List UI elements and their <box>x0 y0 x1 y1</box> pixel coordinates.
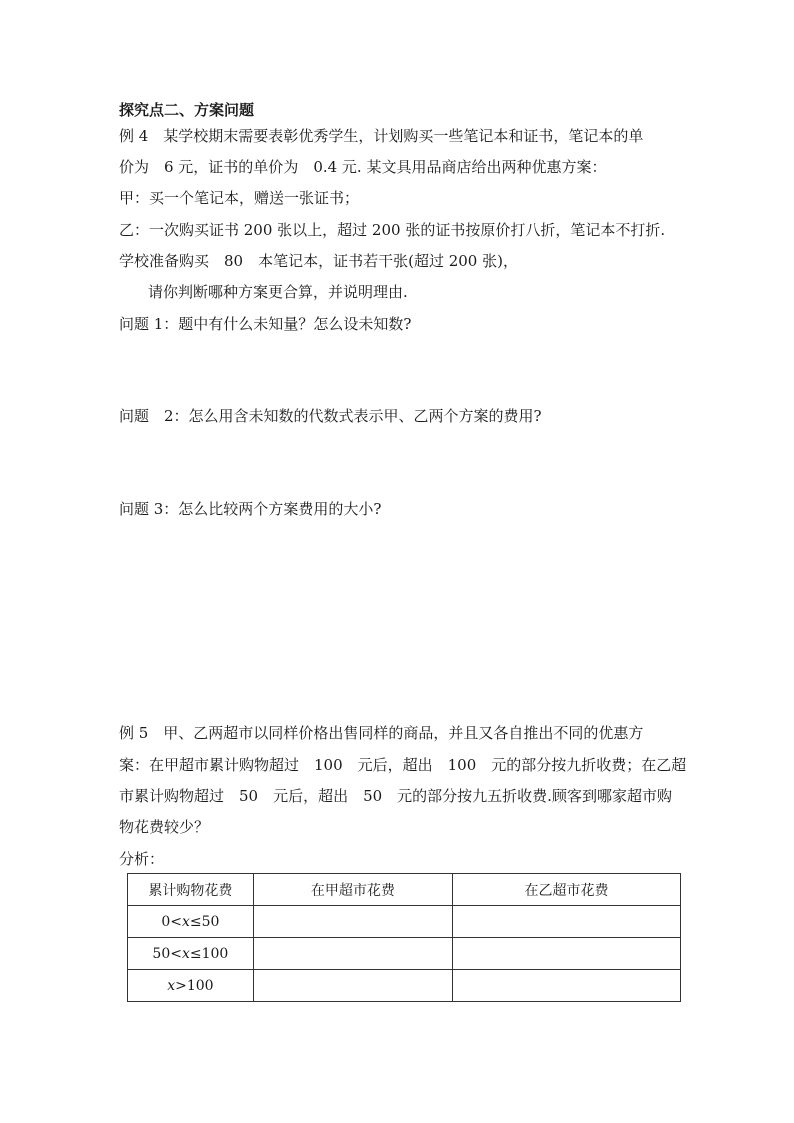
example5-line4: 物花费较少？ <box>119 818 210 836</box>
example4-line2: 价为 6 元，证书的单价为 0.4 元. 某文具用品商店给出两种优惠方案： <box>119 158 607 176</box>
example4-line3: 甲：买一个笔记本，赠送一张证书； <box>119 189 360 207</box>
analysis-label: 分析： <box>119 850 165 868</box>
question-3: 问题 3：怎么比较两个方案费用的大小? <box>119 500 382 518</box>
range-cell: 0<x≤50 <box>128 906 254 938</box>
example4-line5: 学校准备购买 80 本笔记本，证书若干张(超过 200 张)， <box>119 252 518 270</box>
example4-line4: 乙：一次购买证书 200 张以上，超过 200 张的证书按原价打八折，笔记本不打折. <box>119 221 666 239</box>
example5-line3: 市累计购物超过 50 元后，超出 50 元的部分按九五折收费.顾客到哪家超市购 <box>119 787 672 805</box>
table-header-row <box>128 874 681 906</box>
example4-line1: 例 4 某学校期末需要表彰优秀学生，计划购买一些笔记本和证书，笔记本的单 <box>119 127 644 145</box>
question-2: 问题 2：怎么用含未知数的代数式表示甲、乙两个方案的费用? <box>119 407 542 425</box>
table-row <box>128 938 681 970</box>
store-yi-cell[interactable] <box>452 938 680 970</box>
range-cell: x>100 <box>128 970 254 1002</box>
store-jia-cell[interactable] <box>253 938 452 970</box>
example4-line6: 请你判断哪种方案更合算，并说明理由. <box>148 283 408 301</box>
analysis-table <box>127 873 681 1002</box>
header-cumulative-spend: 累计购物花费 <box>128 874 254 906</box>
table-row <box>128 970 681 1002</box>
table-row <box>128 906 681 938</box>
example5-line2: 案：在甲超市累计购物超过 100 元后，超出 100 元的部分按九折收费；在乙超 <box>119 756 687 774</box>
store-yi-cell[interactable] <box>452 906 680 938</box>
range-cell: 50<x≤100 <box>128 938 254 970</box>
section-heading: 探究点二、方案问题 <box>119 101 255 119</box>
store-jia-cell[interactable] <box>253 970 452 1002</box>
header-store-jia: 在甲超市花费 <box>253 874 452 906</box>
question-1: 问题 1：题中有什么未知量？怎么设未知数? <box>119 315 412 333</box>
header-store-yi: 在乙超市花费 <box>452 874 680 906</box>
example5-line1: 例 5 甲、乙两超市以同样价格出售同样的商品，并且又各自推出不同的优惠方 <box>119 724 644 742</box>
store-yi-cell[interactable] <box>452 970 680 1002</box>
store-jia-cell[interactable] <box>253 906 452 938</box>
